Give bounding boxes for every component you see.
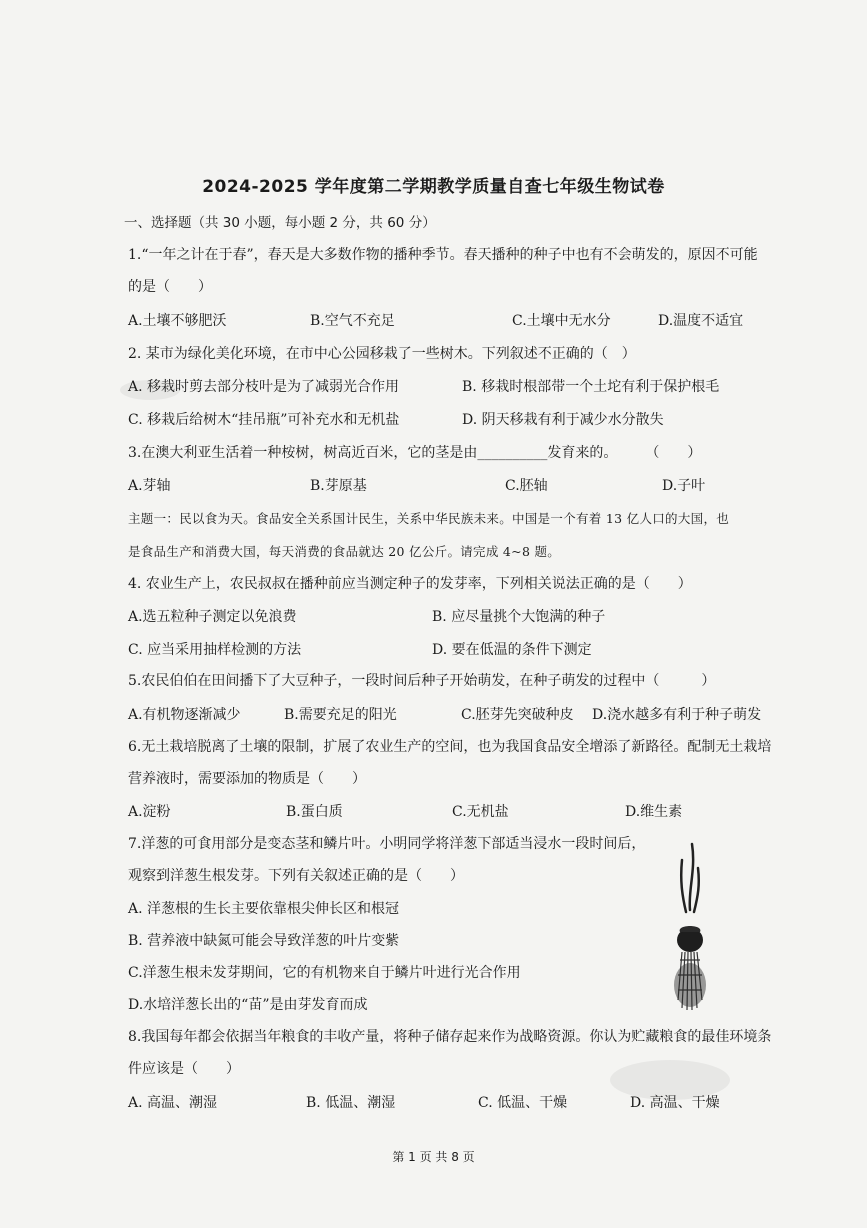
q7-option-d: D.水培洋葱长出的“苗”是由芽发育而成 <box>128 997 368 1013</box>
question-7-stem-cont: 观察到洋葱生根发芽。下列有关叙述正确的是（ ） <box>128 868 464 884</box>
q2-option-a: A. 移栽时剪去部分枝叶是为了减弱光合作用 <box>128 379 400 395</box>
q1-option-b: B.空气不充足 <box>310 313 395 329</box>
q8-option-a: A. 高温、潮湿 <box>128 1095 218 1111</box>
page-footer: 第 1 页 共 8 页 <box>392 1150 475 1164</box>
q3-option-b: B.芽原基 <box>310 478 367 494</box>
q2-option-b: B. 移栽时根部带一个土坨有利于保护根毛 <box>462 379 720 395</box>
q2-option-d: D. 阴天移栽有利于减少水分散失 <box>462 412 664 428</box>
q1-option-a: A.土壤不够肥沃 <box>128 313 227 329</box>
question-6-stem-cont: 营养液时，需要添加的物质是（ ） <box>128 771 366 787</box>
question-6-stem: 6.无土栽培脱离了土壤的限制，扩展了农业生产的空间，也为我国食品安全增添了新路径。配制无土栽培 <box>128 739 772 755</box>
q6-option-d: D.维生素 <box>625 804 683 820</box>
q8-option-c: C. 低温、干燥 <box>478 1095 568 1111</box>
q4-option-b: B. 应尽量挑个大饱满的种子 <box>432 609 606 625</box>
q7-option-c: C.洋葱生根未发芽期间，它的有机物来自于鳞片叶进行光合作用 <box>128 965 521 981</box>
exam-title: 2024-2025 学年度第二学期教学质量自查七年级生物试卷 <box>202 177 665 197</box>
q5-option-b: B.需要充足的阳光 <box>284 707 397 723</box>
q8-option-b: B. 低温、潮湿 <box>306 1095 396 1111</box>
question-5-stem: 5.农民伯伯在田间播下了大豆种子，一段时间后种子开始萌发，在种子萌发的过程中（ ） <box>128 673 716 689</box>
question-2-stem: 2. 某市为绿化美化环境，在市中心公园移栽了一些树木。下列叙述不正确的（ ） <box>128 346 636 362</box>
question-1-stem: 1.“一年之计在于春”，春天是大多数作物的播种季节。春天播种的种子中也有不会萌发的，原因不可能 <box>128 247 758 263</box>
q8-option-d: D. 高温、干燥 <box>630 1095 720 1111</box>
q6-option-a: A.淀粉 <box>128 804 171 820</box>
q4-option-d: D. 要在低温的条件下测定 <box>432 642 592 658</box>
q6-option-b: B.蛋白质 <box>286 804 343 820</box>
q4-option-a: A.选五粒种子测定以免浪费 <box>128 609 297 625</box>
question-7-stem: 7.洋葱的可食用部分是变态茎和鳞片叶。小明同学将洋葱下部适当浸水一段时间后， <box>128 836 646 852</box>
q5-option-d: D.浇水越多有利于种子萌发 <box>592 707 762 723</box>
q4-option-c: C. 应当采用抽样检测的方法 <box>128 642 302 658</box>
theme-1-intro-cont: 是食品生产和消费大国，每天消费的食品就达 20 亿公斤。请完成 4~8 题。 <box>128 544 561 559</box>
q6-option-c: C.无机盐 <box>452 804 509 820</box>
q3-option-d: D.子叶 <box>662 478 706 494</box>
q5-option-c: C.胚芽先突破种皮 <box>461 707 574 723</box>
q1-option-d: D.温度不适宜 <box>658 313 744 329</box>
q3-option-a: A.芽轴 <box>128 478 171 494</box>
theme-1-intro: 主题一：民以食为天。食品安全关系国计民生，关系中华民族未来。中国是一个有着 13 亿人口的大国，也 <box>128 511 730 526</box>
q7-option-b: B. 营养液中缺氮可能会导致洋葱的叶片变紫 <box>128 933 400 949</box>
section-heading: 一、选择题（共 30 小题，每小题 2 分，共 60 分） <box>124 215 436 231</box>
q1-option-c: C.土壤中无水分 <box>512 313 611 329</box>
onion-illustration <box>660 840 720 1020</box>
question-4-stem: 4. 农业生产上，农民叔叔在播种前应当测定种子的发芽率，下列相关说法正确的是（ ） <box>128 576 692 592</box>
q3-option-c: C.胚轴 <box>505 478 548 494</box>
q5-option-a: A.有机物逐渐减少 <box>128 707 241 723</box>
question-1-stem-cont: 的是（ ） <box>128 279 212 295</box>
q2-option-c: C. 移栽后给树木“挂吊瓶”可补充水和无机盐 <box>128 412 400 428</box>
question-3-stem: 3.在澳大利亚生活着一种桉树，树高近百米，它的茎是由__________发育来的。 （ ） <box>128 445 702 461</box>
question-8-stem-cont: 件应该是（ ） <box>128 1061 240 1077</box>
question-8-stem: 8.我国每年都会依据当年粮食的丰收产量，将种子储存起来作为战略资源。你认为贮藏粮食的最佳环境条 <box>128 1029 772 1045</box>
q7-option-a: A. 洋葱根的生长主要依靠根尖伸长区和根冠 <box>128 901 400 917</box>
